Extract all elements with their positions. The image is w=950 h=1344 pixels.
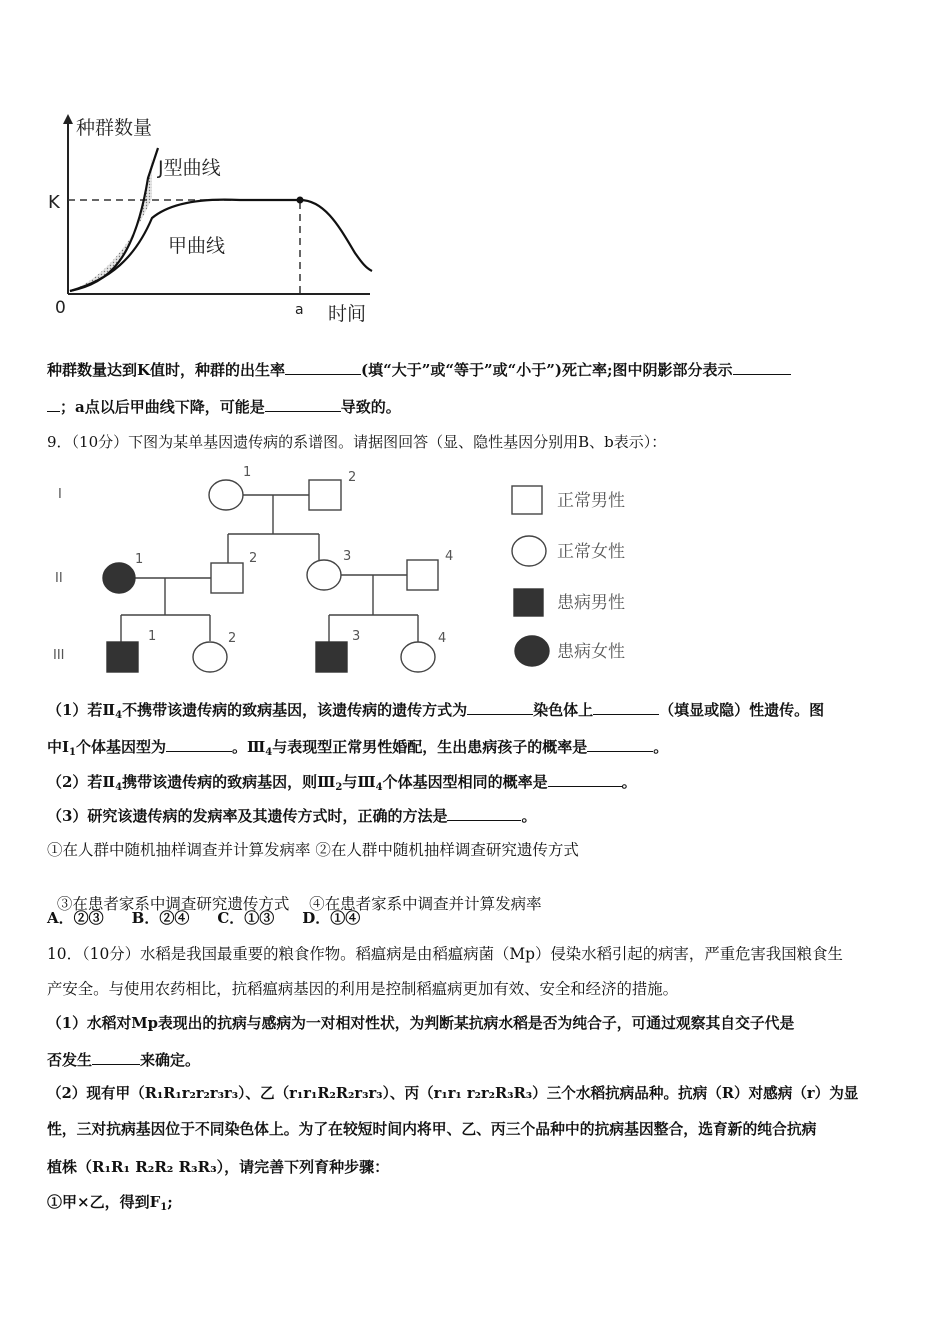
legend-normal-male-symbol [512,486,542,514]
text: ①甲×乙，得到F [47,1193,161,1211]
q10-part1-line1 [47,1014,794,1034]
id-I1: 1 [243,465,252,480]
answer-blank[interactable] [447,806,521,821]
text: 携带该遗传病的致病基因，则Ⅲ [122,773,336,791]
gen-label-I: I [58,487,62,502]
q9-part2 [47,772,637,792]
answer-blank[interactable] [92,1050,140,1065]
q8-line-2 [47,397,401,417]
option-c[interactable]: C．①③ [217,909,275,927]
q10-part2-line3: 植株（R₁R₁ R₂R₂ R₃R₃），请完善下列育种步骤： [47,1158,390,1176]
q8-text-a: 种群数量达到K值时，种群的出生率 [47,361,286,379]
id-III4: 4 [438,631,447,646]
text: 。 [621,773,637,791]
text: 性，三对抗病基因位于不同染色体上。为了在较短时间内将甲、乙、丙三个品种中的抗病基因整合，选育新的纯合抗病 [47,1121,817,1138]
answer-blank[interactable] [593,700,659,715]
text: （填显或隐）性遗传。图 [659,701,825,719]
option-a[interactable]: A．②③ [47,909,104,927]
text: 与表现型正常男性婚配，生出患病孩子的概率是 [272,738,588,756]
population-growth-figure [40,108,400,333]
q10-stem-line1 [47,944,843,964]
pedigree-III3-affected-male [316,642,347,672]
q9-choice-line-1 [47,840,579,860]
legend-normal-female-label: 正常女性 [557,542,625,562]
q10-part2-line1: （2）现有甲（R₁R₁r₂r₂r₃r₃）、乙（r₁r₁R₂R₂r₃r₃）、丙（r₁r₁ r₂r₂R₃R₃）三个水稻抗病品种。抗病（R）对感病（r）为显 [47,1085,859,1102]
id-II4: 4 [445,549,454,564]
text: ③在患者家系中调查研究遗传方式 ④在患者家系中调查并计算发病率 [56,895,542,913]
legend-normal-male-label: 正常男性 [557,491,625,511]
id-II3: 3 [343,549,352,564]
text: ）三个水稻抗病品种。抗病（R）对感病（r）为显 [532,1085,859,1102]
text: 产安全。与使用农药相比，抗稻瘟病基因的利用是控制稻瘟病更加有效、安全和经济的措施。 [47,980,679,998]
pedigree-figure [45,462,665,684]
text: 与Ⅲ [342,773,376,791]
pedigree-III2-normal-female [193,642,227,672]
a-label: a [295,302,304,318]
j-curve-label: J型曲线 [158,157,221,179]
id-III1: 1 [148,629,157,644]
sub: 4 [375,782,383,793]
text: 。 [521,807,537,825]
jia-curve-label: 甲曲线 [168,235,226,257]
legend-affected-male-label: 患病男性 [557,593,625,613]
text: 个体基因型为 [76,738,167,756]
id-II1: 1 [135,552,144,567]
q10-stem-line2 [47,979,678,999]
text: ①在人群中随机抽样调查并计算发病率 ②在人群中随机抽样调查研究遗传方式 [47,841,579,859]
answer-blank[interactable] [548,772,622,787]
text: 10．（10分）水稻是我国最重要的粮食作物。稻瘟病是由稻瘟病菌（Mp）侵染水稻引起的病害，严重危害我国粮食生 [47,945,843,963]
text: ）、乙（r [238,1085,297,1102]
sub: 1 [160,1202,168,1213]
q8-text-c: ；a点以后甲曲线下降，可能是 [60,398,265,416]
pedigree-II2-normal-male [211,563,243,593]
q10-part2-line2 [47,1120,816,1140]
text: 不携带该遗传病的致病基因，该遗传病的遗传方式为 [122,701,468,719]
sub: 4 [115,710,123,721]
k-label: K [48,192,60,213]
text: ; [167,1193,173,1211]
text: ）、丙（r [382,1085,442,1102]
text: 个体基因型相同的概率是 [382,773,548,791]
answer-blank[interactable] [47,397,60,412]
gen-label-II: II [55,571,63,586]
pedigree-I1-normal-female [209,480,243,510]
legend-affected-male-symbol [514,589,543,616]
id-II2: 2 [249,551,258,566]
legend-affected-female-symbol [515,636,549,666]
q9-stem [47,432,666,452]
point-a [297,197,304,204]
option-d[interactable]: D．①④ [302,909,361,927]
pedigree-II3-normal-female [307,560,341,590]
id-III2: 2 [228,631,237,646]
text: （1）水稻对Mp表现出的抗病与感病为一对相对性状，为判断某抗病水稻是否为纯合子，可通过观察其自交子代是 [47,1015,795,1032]
text: （1）若Ⅱ [47,701,116,719]
answer-blank[interactable] [467,700,533,715]
option-b[interactable]: B．②④ [131,909,190,927]
text: （2）若Ⅱ [47,773,116,791]
sub: 2 [335,782,343,793]
answer-blank[interactable] [733,360,791,375]
id-III3: 3 [352,629,361,644]
pedigree-III4-normal-female [401,642,435,672]
sub: 1 [69,747,76,758]
q9-options [47,908,388,928]
sub: 4 [115,782,123,793]
y-axis-arrow [63,114,73,124]
legend-affected-female-label: 患病女性 [557,642,625,662]
q9-part1-line2 [47,737,668,757]
answer-blank[interactable] [166,737,232,752]
text: 来确定。 [140,1051,201,1069]
x-axis-label: 时间 [328,303,367,325]
origin-label: 0 [55,298,66,318]
q10-part1-line2 [47,1050,200,1070]
sub: 4 [265,747,273,758]
legend-normal-female-symbol [512,536,546,566]
answer-blank[interactable] [265,397,341,412]
pedigree-I2-normal-male [309,480,341,510]
text: 。 [653,738,669,756]
text: 中Ⅰ [47,738,70,756]
q9-part1-line1 [47,700,824,720]
q8-text-b: (填“大于”或“等于”或“小于”)死亡率;图中阴影部分表示 [361,361,733,379]
answer-blank[interactable] [285,360,361,375]
q9-part3 [47,806,536,826]
q8-line-1 [47,360,791,380]
text: （2）现有甲（R [47,1085,157,1102]
text: 。Ⅲ [232,738,266,756]
id-I2: 2 [348,470,357,485]
text: 植株（R [47,1158,105,1176]
y-axis-label: 种群数量 [76,117,153,139]
q9-stem-text: 9．（10分）下图为某单基因遗传病的系谱图。请据图回答（显、隐性基因分别用B、b表示）： [47,433,667,451]
text: （3）研究该遗传病的发病率及其遗传方式时，正确的方法是 [47,807,448,825]
q8-text-d: 导致的。 [340,398,401,416]
pedigree-III1-affected-male [107,642,138,672]
q10-step1 [47,1192,173,1212]
pedigree-II1-affected-female [103,563,135,593]
text: ），请完善下列育种步骤： [216,1158,390,1176]
text: 否发生 [47,1051,93,1069]
gen-label-III: III [53,648,65,663]
pedigree-II4-normal-male [407,560,438,590]
text: 染色体上 [533,701,594,719]
answer-blank[interactable] [587,737,653,752]
